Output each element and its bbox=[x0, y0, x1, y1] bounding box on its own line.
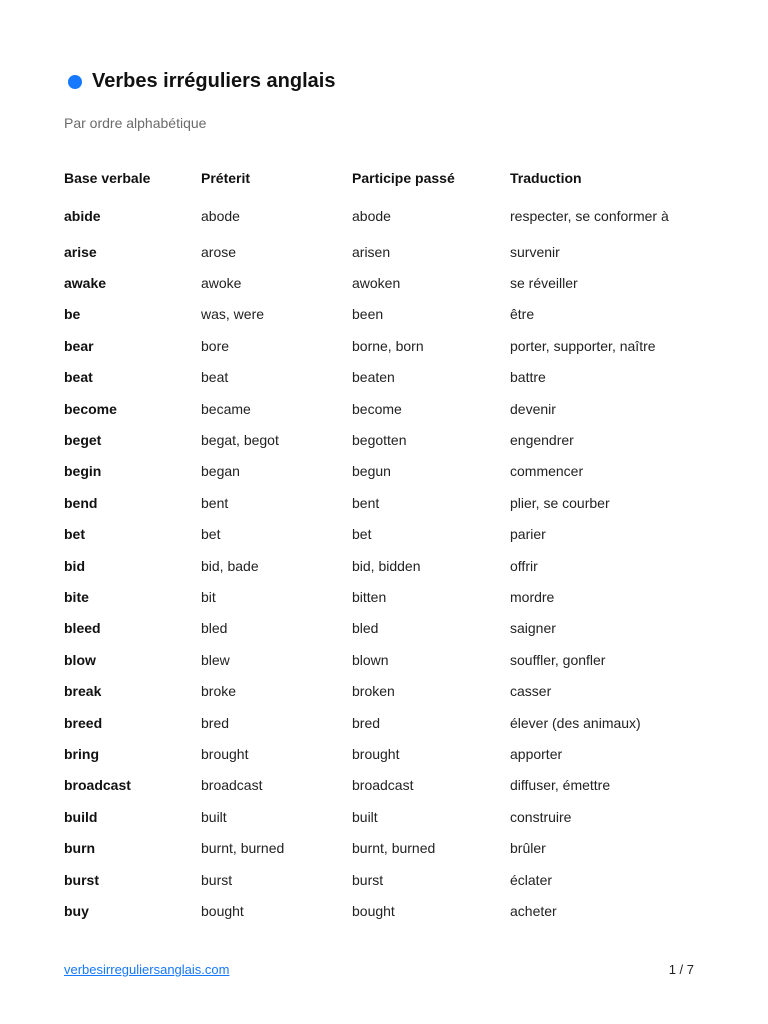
table-row bbox=[64, 330, 724, 361]
base-cell: build bbox=[64, 808, 98, 825]
base-cell: burst bbox=[64, 871, 99, 888]
participle-cell: bent bbox=[352, 494, 380, 511]
base-cell: bid bbox=[64, 557, 85, 574]
base-cell: beget bbox=[64, 432, 102, 449]
page-header bbox=[68, 70, 335, 93]
table-row bbox=[64, 424, 724, 455]
translation-cell: éclater bbox=[510, 871, 553, 888]
translation-cell: plier, se courber bbox=[510, 494, 610, 511]
translation-cell: acheter bbox=[510, 902, 557, 919]
participle-cell: arisen bbox=[352, 243, 391, 260]
preterit-cell: was, were bbox=[201, 306, 265, 323]
participle-cell: broken bbox=[352, 683, 395, 700]
preterit-cell: bred bbox=[201, 714, 230, 731]
table-row bbox=[64, 196, 724, 236]
translation-cell: élever (des animaux) bbox=[510, 714, 641, 731]
table-row bbox=[64, 236, 724, 267]
page-subtitle: Par ordre alphabétique bbox=[64, 115, 207, 131]
translation-cell: parier bbox=[510, 526, 546, 543]
page-number: 1 / 7 bbox=[668, 962, 694, 977]
translation-cell: casser bbox=[510, 683, 552, 700]
preterit-cell: bore bbox=[201, 337, 230, 354]
base-cell: abide bbox=[64, 208, 101, 224]
participle-cell: awoken bbox=[352, 275, 401, 292]
participle-cell: bitten bbox=[352, 588, 387, 605]
preterit-cell: abode bbox=[201, 208, 240, 224]
preterit-cell: burnt, burned bbox=[201, 840, 285, 857]
table-row bbox=[64, 519, 724, 550]
participle-cell: built bbox=[352, 808, 378, 825]
table-row bbox=[64, 299, 724, 330]
translation-cell: porter, supporter, naître bbox=[510, 337, 656, 354]
base-cell: bend bbox=[64, 494, 98, 511]
table-row bbox=[64, 550, 724, 581]
preterit-cell: became bbox=[201, 400, 251, 417]
base-cell: beat bbox=[64, 369, 93, 386]
table-row bbox=[64, 362, 724, 393]
preterit-cell: begat, begot bbox=[201, 432, 279, 449]
base-cell: bite bbox=[64, 588, 89, 605]
page-title: Verbes irréguliers anglais bbox=[92, 70, 336, 92]
preterit-cell: built bbox=[201, 808, 227, 825]
translation-cell: survenir bbox=[510, 243, 560, 260]
base-cell: broadcast bbox=[64, 777, 131, 794]
base-cell: burn bbox=[64, 840, 96, 857]
table-row bbox=[64, 675, 724, 706]
table-row bbox=[64, 707, 724, 738]
preterit-cell: blew bbox=[201, 651, 230, 668]
translation-cell: diffuser, émettre bbox=[510, 777, 611, 794]
participle-cell: become bbox=[352, 400, 402, 417]
base-cell: breed bbox=[64, 714, 103, 731]
table-row bbox=[64, 738, 724, 769]
translation-cell: engendrer bbox=[510, 432, 574, 449]
translation-cell: devenir bbox=[510, 400, 556, 417]
preterit-cell: awoke bbox=[201, 275, 242, 292]
preterit-cell: bet bbox=[201, 526, 221, 543]
preterit-cell: bought bbox=[201, 902, 244, 919]
table-row bbox=[64, 644, 724, 675]
base-cell: buy bbox=[64, 902, 89, 919]
translation-cell: souffler, gonfler bbox=[510, 651, 606, 668]
preterit-cell: broadcast bbox=[201, 777, 263, 794]
translation-cell: se réveiller bbox=[510, 275, 578, 292]
translation-cell: mordre bbox=[510, 588, 555, 605]
participle-cell: bid, bidden bbox=[352, 557, 421, 574]
translation-cell: respecter, se conformer à bbox=[510, 208, 669, 224]
base-cell: bring bbox=[64, 745, 99, 762]
translation-cell: être bbox=[510, 306, 535, 323]
base-cell: bet bbox=[64, 526, 85, 543]
table-row bbox=[64, 770, 724, 801]
table-row bbox=[64, 487, 724, 518]
table-row bbox=[64, 393, 724, 424]
translation-cell: offrir bbox=[510, 557, 538, 574]
bullet-dot-icon bbox=[68, 75, 82, 89]
participle-cell: begun bbox=[352, 463, 391, 480]
participle-cell: bred bbox=[352, 714, 381, 731]
participle-cell: begotten bbox=[352, 432, 407, 449]
translation-cell: construire bbox=[510, 808, 572, 825]
header-base: Base verbale bbox=[64, 170, 151, 186]
base-cell: break bbox=[64, 683, 102, 700]
participle-cell: bled bbox=[352, 620, 379, 637]
preterit-cell: bled bbox=[201, 620, 228, 637]
preterit-cell: bent bbox=[201, 494, 229, 511]
translation-cell: apporter bbox=[510, 745, 563, 762]
table-row bbox=[64, 267, 724, 298]
table-body bbox=[64, 196, 724, 927]
participle-cell: beaten bbox=[352, 369, 395, 386]
base-cell: become bbox=[64, 400, 117, 417]
participle-cell: broadcast bbox=[352, 777, 414, 794]
base-cell: begin bbox=[64, 463, 102, 480]
table-header-row bbox=[64, 160, 724, 196]
translation-cell: brûler bbox=[510, 840, 546, 857]
table-row bbox=[64, 456, 724, 487]
preterit-cell: beat bbox=[201, 369, 229, 386]
participle-cell: abode bbox=[352, 208, 391, 224]
table-row bbox=[64, 864, 724, 895]
header-preterit: Préterit bbox=[201, 170, 251, 186]
participle-cell: borne, born bbox=[352, 337, 424, 354]
base-cell: bear bbox=[64, 337, 94, 354]
participle-cell: burst bbox=[352, 871, 384, 888]
table-row bbox=[64, 581, 724, 612]
header-participle: Participe passé bbox=[352, 170, 455, 186]
preterit-cell: arose bbox=[201, 243, 237, 260]
table-row bbox=[64, 801, 724, 832]
preterit-cell: burst bbox=[201, 871, 233, 888]
table-row bbox=[64, 895, 724, 926]
website-link[interactable]: verbesirreguliersanglais.com bbox=[64, 962, 230, 977]
preterit-cell: bit bbox=[201, 588, 216, 605]
preterit-cell: bid, bade bbox=[201, 557, 259, 574]
preterit-cell: began bbox=[201, 463, 240, 480]
table-row bbox=[64, 832, 724, 863]
translation-cell: commencer bbox=[510, 463, 584, 480]
base-cell: be bbox=[64, 306, 81, 323]
participle-cell: bet bbox=[352, 526, 372, 543]
participle-cell: blown bbox=[352, 651, 389, 668]
base-cell: bleed bbox=[64, 620, 101, 637]
preterit-cell: broke bbox=[201, 683, 237, 700]
translation-cell: battre bbox=[510, 369, 546, 386]
participle-cell: brought bbox=[352, 745, 400, 762]
table-row bbox=[64, 613, 724, 644]
verbs-table bbox=[64, 160, 724, 927]
translation-cell: saigner bbox=[510, 620, 556, 637]
base-cell: awake bbox=[64, 275, 107, 292]
participle-cell: been bbox=[352, 306, 384, 323]
preterit-cell: brought bbox=[201, 745, 249, 762]
base-cell: arise bbox=[64, 243, 97, 260]
header-translation: Traduction bbox=[510, 170, 582, 186]
participle-cell: burnt, burned bbox=[352, 840, 436, 857]
participle-cell: bought bbox=[352, 902, 395, 919]
base-cell: blow bbox=[64, 651, 96, 668]
